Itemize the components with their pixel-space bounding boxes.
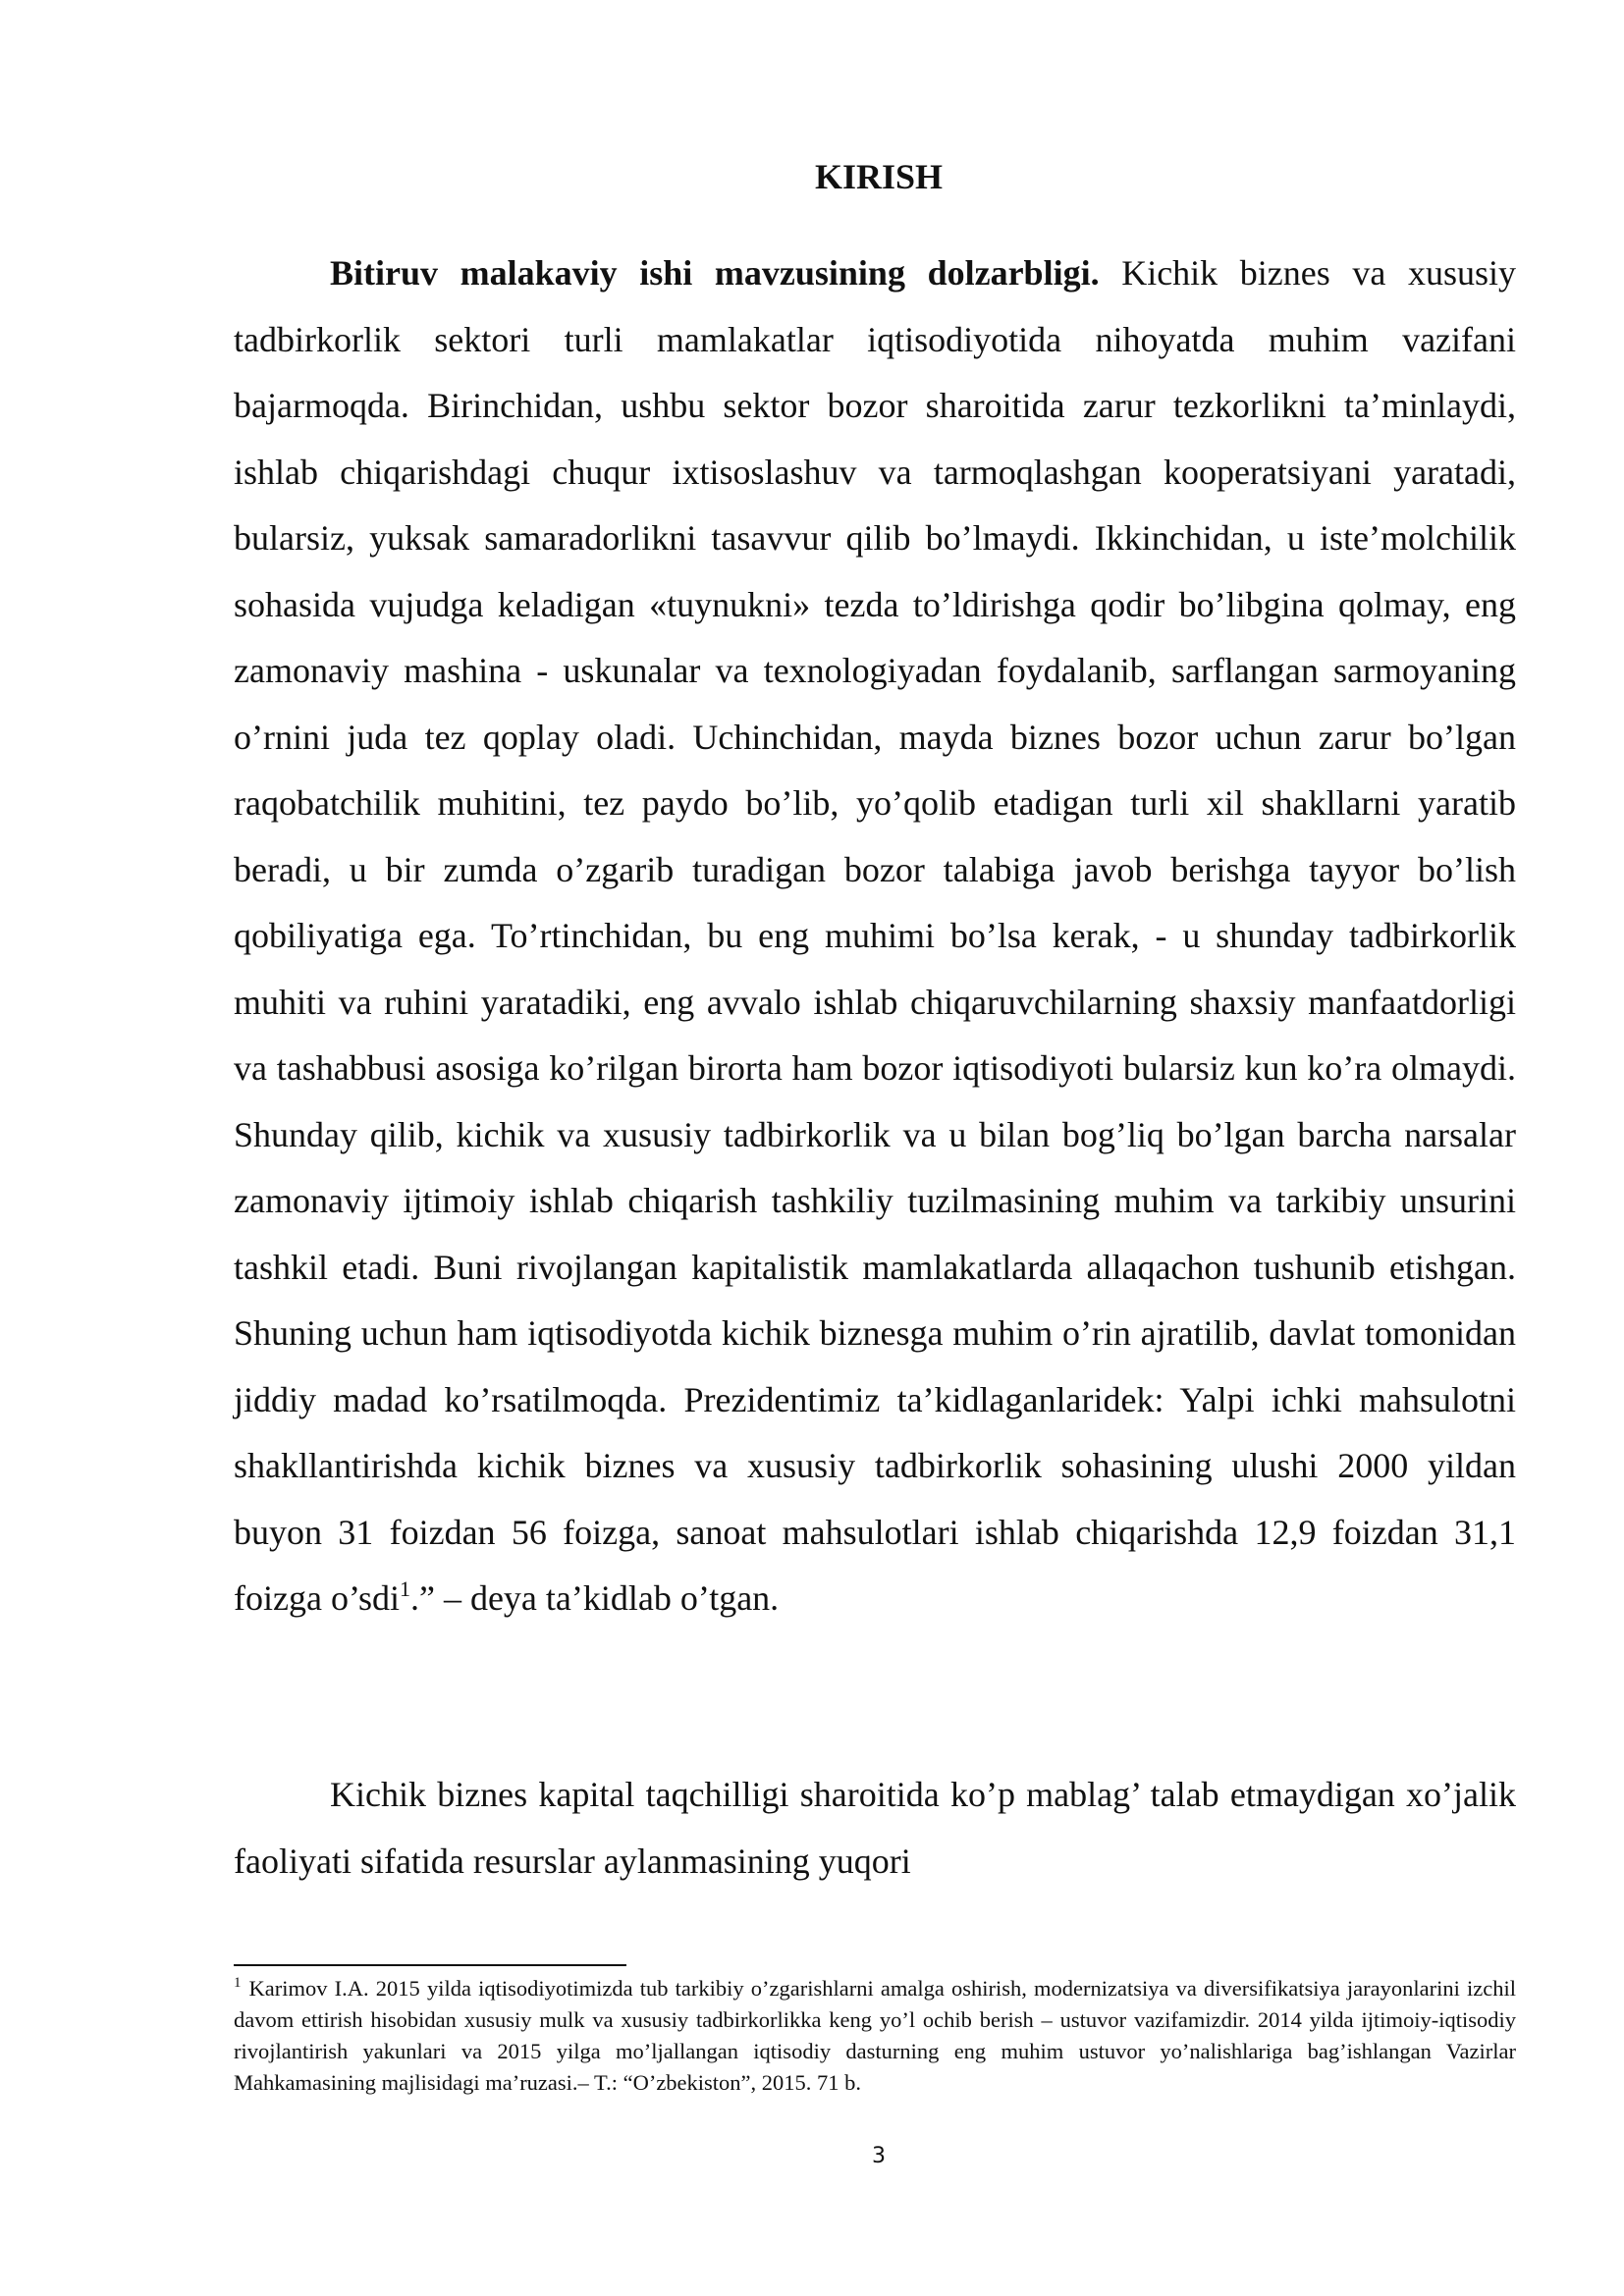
paragraph-small-business: Kichik biznes kapital taqchilligi sharoitida ko’p mablag’ talab etmaydigan xo’jalik faoliyati sifatida resurslar aylanmasining yuqori	[234, 1775, 1516, 1881]
paragraph-body-text: Kichik biznes va xususiy tadbirkorlik sektori turli mamlakatlar iqtisodiyotida nihoyatda muhim vazifani bajarmoqda. Birinchidan, ushbu sektor bozor sharoitida zarur tezkorlikni ta’minlaydi, ishlab chiqarishdagi chuqur ixtisoslashuv va tarmoqlashgan kooperatsiyani yaratadi, bularsiz, yuksak samaradorlikni tasavvur qilib bo’lmaydi. Ikkinchidan, u iste’molchilik sohasida vujudga keladigan «tuynukni» tezda to’ldirishga qodir bo’libgina qolmay, eng zamonaviy mashina - uskunalar va texnologiyadan foydalanib, sarflangan sarmoyaning o’rnini juda tez qoplay oladi. Uchinchidan, mayda biznes bozor uchun zarur bo’lgan raqobatchilik muhitini, tez paydo bo’lib, yo’qolib etadigan turli xil shakllarni yaratib beradi, u bir zumda o’zgarib turadigan bozor talabiga javob berishga tayyor bo’lish qobiliyatiga ega. To’rtinchidan, bu eng muhimi bo’lsa kerak, - u shunday tadbirkorlik muhiti va ruhini yaratadiki, eng avvalo ishlab chiqaruvchilarning shaxsiy manfaatdorligi va tashabbusi asosiga ko’rilgan birorta ham bozor iqtisodiyoti bularsiz kun ko’ra olmaydi. Shunday qilib, kichik va xususiy tadbirkorlik va u bilan bog’liq bo’lgan barcha narsalar zamonaviy ijtimoiy ishlab chiqarish tashkiliy tuzilmasining muhim va tarkibiy unsurini tashkil etadi. Buni rivojlangan kapitalistik mamlakatlarda allaqachon tushunib etishgan. Shuning uchun ham iqtisodiyotda kichik biznesga muhim o’rin ajratilib, davlat tomonidan jiddiy madad ko’rsatilmoqda. Prezidentimiz ta’kidlaganlaridek: Yalpi ichki mahsulotni shakllantirishda kichik biznes va xususiy tadbirkorlik sohasining ulushi 2000 yildan buyon 31 foizdan 56 foizga, sanoat mahsulotlari ishlab chiqarishda 12,9 foizdan 31,1 foizga o’sdi	[234, 253, 1516, 1618]
page-title: KIRISH	[814, 157, 944, 196]
paragraph-relevance	[234, 240, 1516, 1632]
paragraph-lead-bold: Bitiruv malakaviy ishi mavzusining dolzarbligi.	[330, 253, 1100, 293]
page-number: 3	[872, 2144, 886, 2168]
paragraph-body-text-end: .” – deya ta’kidlab o’tgan.	[409, 1578, 780, 1618]
footnote	[234, 1973, 1516, 2099]
footnote-separator	[234, 1964, 626, 1966]
footnote-reference[interactable]: 1	[399, 1576, 410, 1601]
footnote-marker: 1	[234, 1975, 242, 1991]
footnote-text: Karimov I.A. 2015 yilda iqtisodiyotimizda tub tarkibiy o’zgarishlarni amalga oshirish, modernizatsiya va diversifikatsiya jarayonlarini izchil davom ettirish hisobidan xususiy mulk va xususiy tadbirkorlikka keng yo’l ochib berish – ustuvor vazifamizdir. 2014 yilda ijtimoiy-iqtisodiy rivojlantirish yakunlari va 2015 yilga mo’ljallangan iqtisodiy dasturning eng muhim ustuvor yo’nalishlariga bag’ishlangan Vazirlar Mahkamasining majlisidagi ma’ruzasi.– T.: “O’zbekiston”, 2015. 71 b.	[234, 1976, 1516, 2095]
